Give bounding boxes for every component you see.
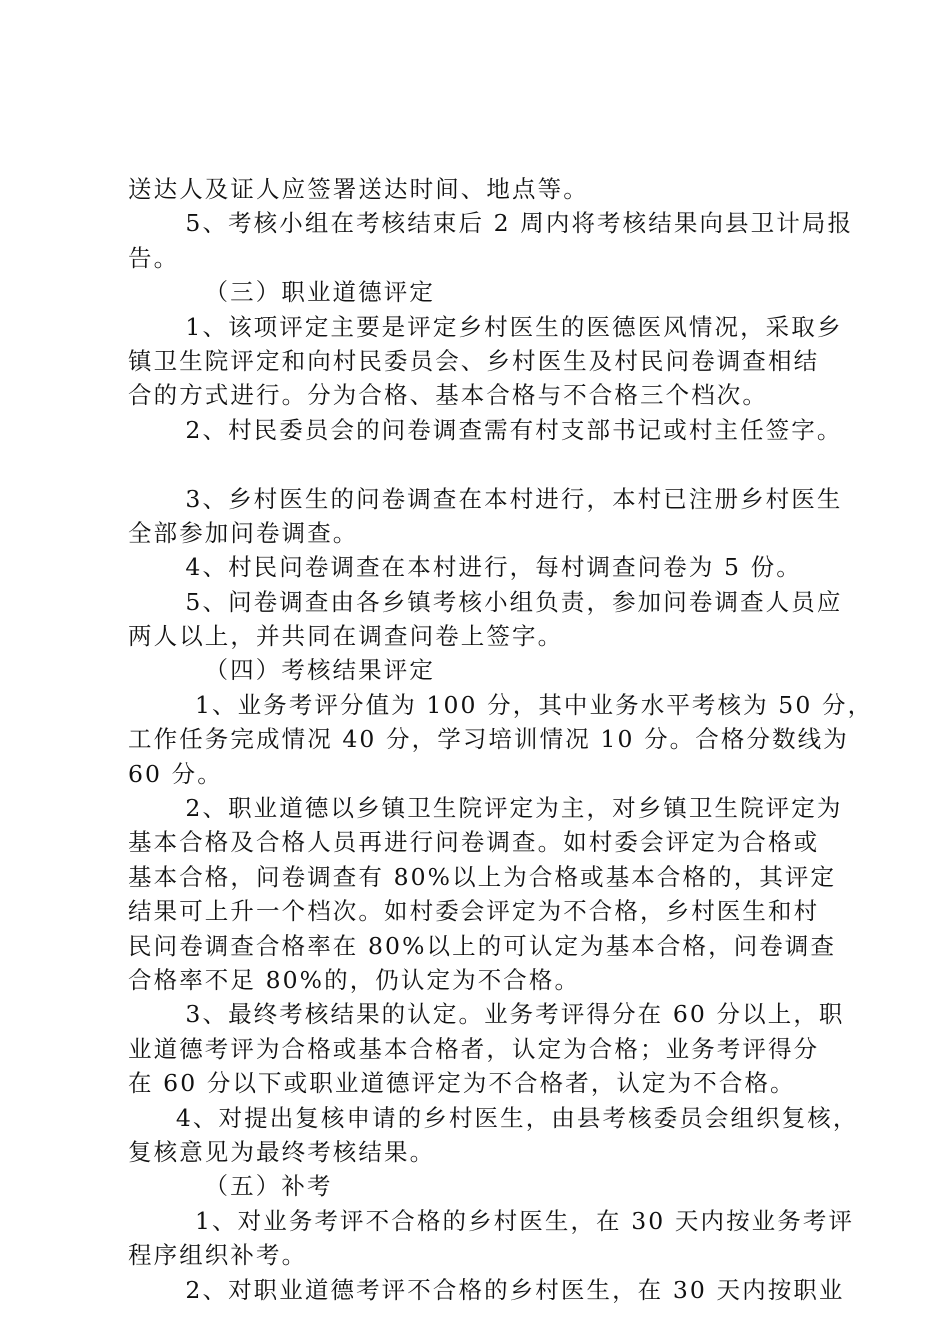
- section-heading: （三）职业道德评定: [128, 278, 435, 307]
- text-line: 2、对职业道德考评不合格的乡村医生，在 30 天内按职业: [128, 1275, 845, 1304]
- text-line: 全部参加问卷调查。: [128, 518, 359, 547]
- text-line: 4、对提出复核申请的乡村医生，由县考核委员会组织复核，: [128, 1103, 859, 1132]
- text-line: 两人以上，并共同在调查问卷上签字。: [128, 622, 564, 651]
- text-line: 基本合格及合格人员再进行问卷调查。如村委会评定为合格或: [128, 828, 820, 857]
- text-line: 3、乡村医生的问卷调查在本村进行，本村已注册乡村医生: [128, 484, 843, 513]
- text-line: 1、对业务考评不合格的乡村医生，在 30 天内按业务考评: [128, 1206, 855, 1235]
- blank-line: [128, 447, 840, 481]
- text-line: 工作任务完成情况 40 分，学习培训情况 10 分。合格分数线为: [128, 725, 849, 754]
- section-heading: （五）补考: [128, 1172, 333, 1201]
- text-line: 3、最终考核结果的认定。业务考评得分在 60 分以上，职: [128, 1000, 845, 1029]
- text-line: 4、村民问卷调查在本村进行，每村调查问卷为 5 份。: [128, 553, 802, 582]
- text-line: 2、村民委员会的问卷调查需有村支部书记或村主任签字。: [128, 415, 843, 444]
- text-line: 告。: [128, 243, 180, 272]
- text-line: 60 分。: [128, 759, 223, 788]
- section-heading: （四）考核结果评定: [128, 656, 435, 685]
- text-line: 基本合格，问卷调查有 80%以上为合格或基本合格的，其评定: [128, 862, 837, 891]
- text-line: 合的方式进行。分为合格、基本合格与不合格三个档次。: [128, 381, 768, 410]
- text-line: 合格率不足 80%的，仍认定为不合格。: [128, 965, 581, 994]
- text-line: 业道德考评为合格或基本合格者，认定为合格；业务考评得分: [128, 1034, 820, 1063]
- text-line: 复核意见为最终考核结果。: [128, 1137, 436, 1166]
- document-body: [128, 172, 874, 1307]
- text-line: 在 60 分以下或职业道德评定为不合格者，认定为不合格。: [128, 1069, 796, 1098]
- text-line: 2、职业道德以乡镇卫生院评定为主，对乡镇卫生院评定为: [128, 794, 843, 823]
- text-line: 5、问卷调查由各乡镇考核小组负责，参加问卷调查人员应: [128, 587, 843, 616]
- text-line: 结果可上升一个档次。如村委会评定为不合格，乡村医生和村: [128, 897, 820, 926]
- text-line: 程序组织补考。: [128, 1241, 308, 1270]
- text-line: 送达人及证人应签署送达时间、地点等。: [128, 175, 589, 203]
- text-line: 1、该项评定主要是评定乡村医生的医德医风情况，采取乡: [128, 312, 843, 341]
- text-line: 5、考核小组在考核结束后 2 周内将考核结果向县卫计局报: [128, 209, 854, 238]
- text-line: 镇卫生院评定和向村民委员会、乡村医生及村民问卷调查相结: [128, 346, 820, 375]
- text-line: 民问卷调查合格率在 80%以上的可认定为基本合格，问卷调查: [128, 931, 837, 960]
- text-line: 1、业务考评分值为 100 分，其中业务水平考核为 50 分，: [128, 690, 874, 719]
